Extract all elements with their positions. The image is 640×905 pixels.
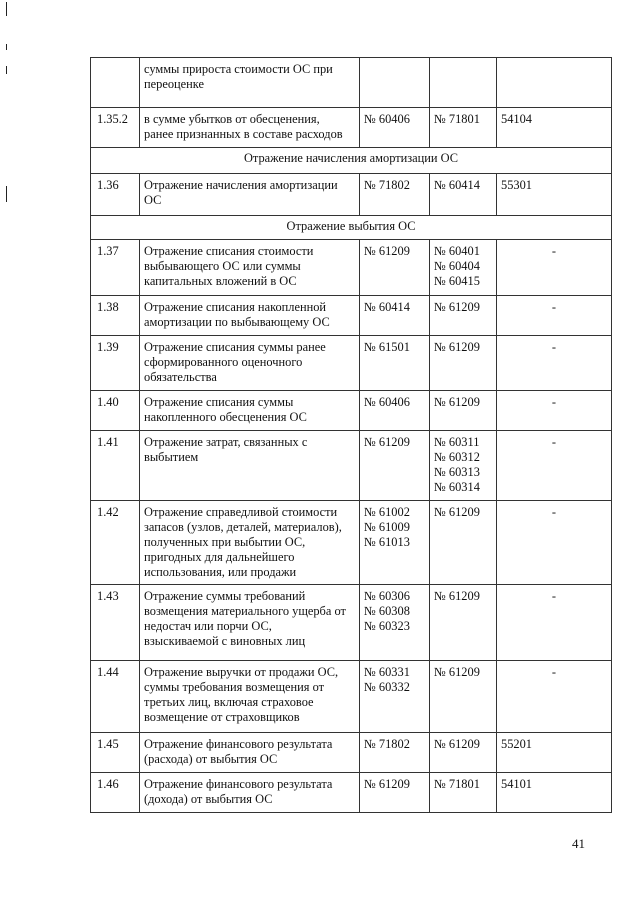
operation-description-line: использования, или продажи [144,565,297,579]
credit-account-line: № 61209 [434,589,480,603]
operation-description [140,733,360,773]
debit-account-line: № 60406 [364,112,410,126]
item-number: 1.41 [91,431,140,501]
debit-account [360,174,430,216]
debit-account [360,240,430,296]
operation-description [140,58,360,108]
operation-description [140,585,360,661]
credit-account-line: № 61209 [434,665,480,679]
table-row [91,108,612,148]
operation-description [140,296,360,336]
operation-description-line: третьих лиц, включая страховое [144,695,314,709]
table-row [91,585,612,661]
credit-account-line: № 60314 [434,480,480,494]
debit-account [360,773,430,813]
debit-account [360,585,430,661]
item-number: 1.45 [91,733,140,773]
credit-account [430,733,497,773]
credit-account [430,336,497,391]
credit-account [430,296,497,336]
operation-description-line: Отражение затрат, связанных с [144,435,308,449]
credit-account [430,391,497,431]
credit-account-line: № 60312 [434,450,480,464]
operation-description-line: выбытием [144,450,199,464]
debit-account-line: № 61009 [364,520,410,534]
symbol-code [497,58,612,108]
operation-description-line: переоценке [144,77,204,91]
operation-description-line: Отражение списания суммы [144,395,294,409]
operation-description [140,240,360,296]
item-number: 1.40 [91,391,140,431]
item-number: 1.44 [91,661,140,733]
credit-account-line: № 61209 [434,505,480,519]
operation-description-line: выбывающего ОС или суммы [144,259,301,273]
symbol-code [497,240,612,296]
credit-account-line: № 71801 [434,777,480,791]
symbol-code [497,661,612,733]
debit-account-line: № 61209 [364,777,410,791]
operation-description-line: накопленного обесценения ОС [144,410,307,424]
debit-account-line: № 60331 [364,665,410,679]
debit-account-line: № 61209 [364,244,410,258]
item-number [91,58,140,108]
item-number: 1.42 [91,501,140,585]
symbol-code [497,296,612,336]
operation-description-line: Отражение начисления амортизации [144,178,338,192]
table-row [91,58,612,108]
margin-mark [6,2,7,16]
debit-account-line: № 60308 [364,604,410,618]
symbol-code [497,391,612,431]
credit-account [430,773,497,813]
table-row [91,661,612,733]
symbol-code: 54101 [497,773,612,813]
debit-account-line: № 71802 [364,737,410,751]
operation-description-line: Отражение списания накопленной [144,300,327,314]
operation-description [140,336,360,391]
margin-mark [6,186,7,202]
credit-account-line: № 60311 [434,435,480,449]
symbol-code-dash: - [551,300,556,314]
symbol-code: 55301 [497,174,612,216]
section-title: Отражение начисления амортизации ОС [91,148,612,174]
operation-description-line: Отражение списания суммы ранее [144,340,326,354]
item-number: 1.43 [91,585,140,661]
operation-description-line: капитальных вложений в ОС [144,274,297,288]
debit-account [360,58,430,108]
operation-description-line: обязательства [144,370,217,384]
item-number: 1.46 [91,773,140,813]
symbol-code: 54104 [497,108,612,148]
symbol-code-dash: - [551,244,556,258]
operation-description-line: в сумме убытков от обесценения, [144,112,320,126]
debit-account [360,661,430,733]
symbol-code: 55201 [497,733,612,773]
credit-account-line: № 60404 [434,259,480,273]
credit-account-line: № 60414 [434,178,480,192]
table-row [91,391,612,431]
operation-description [140,431,360,501]
operation-description-line: суммы прироста стоимости ОС при [144,62,333,76]
margin-mark [6,44,7,50]
operation-description-line: ОС [144,193,162,207]
credit-account-line: № 60401 [434,244,480,258]
item-number: 1.38 [91,296,140,336]
credit-account [430,661,497,733]
operation-description-line: возмещение от страховщиков [144,710,300,724]
operation-description-line: сформированного оценочного [144,355,303,369]
operation-description-line: суммы требования возмещения от [144,680,325,694]
postings-table [90,57,612,813]
operation-description-line: Отражение финансового результата [144,777,333,791]
symbol-code-dash: - [551,435,556,449]
debit-account-line: № 61002 [364,505,410,519]
debit-account-line: № 71802 [364,178,410,192]
section-title: Отражение выбытия ОС [91,216,612,240]
credit-account-line: № 71801 [434,112,480,126]
table-body [91,58,612,813]
credit-account-line: № 61209 [434,737,480,751]
credit-account [430,501,497,585]
operation-description-line: (дохода) от выбытия ОС [144,792,273,806]
symbol-code-dash: - [551,340,556,354]
debit-account [360,501,430,585]
table-row [91,296,612,336]
table-row [91,431,612,501]
symbol-code [497,585,612,661]
debit-account-line: № 61013 [364,535,410,549]
margin-mark [6,66,7,74]
item-number: 1.35.2 [91,108,140,148]
credit-account-line: № 61209 [434,300,480,314]
symbol-code-dash: - [551,589,556,603]
operation-description-line: амортизации по выбывающему ОС [144,315,330,329]
operation-description-line: (расхода) от выбытия ОС [144,752,278,766]
credit-account [430,108,497,148]
credit-account [430,58,497,108]
operation-description-line: Отражение суммы требований [144,589,306,603]
symbol-code-dash: - [551,505,556,519]
credit-account [430,174,497,216]
operation-description-line: взыскиваемой с виновных лиц [144,634,306,648]
debit-account [360,391,430,431]
table-row [91,501,612,585]
symbol-code-dash: - [551,395,556,409]
debit-account-line: № 61209 [364,435,410,449]
operation-description [140,501,360,585]
debit-account-line: № 60306 [364,589,410,603]
section-header-row [91,148,612,174]
debit-account-line: № 60414 [364,300,410,314]
credit-account-line: № 60313 [434,465,480,479]
debit-account [360,296,430,336]
operation-description-line: полученных при выбытии ОС, [144,535,306,549]
section-header-row [91,216,612,240]
operation-description [140,174,360,216]
operation-description-line: пригодных для дальнейшего [144,550,295,564]
operation-description-line: запасов (узлов, деталей, материалов), [144,520,342,534]
item-number: 1.36 [91,174,140,216]
debit-account [360,431,430,501]
operation-description-line: Отражение справедливой стоимости [144,505,338,519]
table-row [91,336,612,391]
credit-account-line: № 61209 [434,395,480,409]
credit-account [430,240,497,296]
operation-description-line: ранее признанных в составе расходов [144,127,343,141]
credit-account [430,431,497,501]
debit-account [360,108,430,148]
debit-account-line: № 60332 [364,680,410,694]
credit-account [430,585,497,661]
operation-description-line: Отражение выручки от продажи ОС, [144,665,339,679]
operation-description [140,391,360,431]
debit-account [360,336,430,391]
operation-description [140,108,360,148]
debit-account [360,733,430,773]
operation-description-line: недостач или порчи ОС, [144,619,272,633]
operation-description [140,661,360,733]
page-number: 41 [572,836,585,851]
debit-account-line: № 60406 [364,395,410,409]
debit-account-line: № 61501 [364,340,410,354]
credit-account-line: № 60415 [434,274,480,288]
credit-account-line: № 61209 [434,340,480,354]
symbol-code-dash: - [551,665,556,679]
operation-description-line: Отражение списания стоимости [144,244,314,258]
table-row [91,773,612,813]
operation-description-line: Отражение финансового результата [144,737,333,751]
item-number: 1.39 [91,336,140,391]
table-row [91,174,612,216]
item-number: 1.37 [91,240,140,296]
symbol-code [497,501,612,585]
operation-description [140,773,360,813]
table-row [91,240,612,296]
debit-account-line: № 60323 [364,619,410,633]
operation-description-line: возмещения материального ущерба от [144,604,346,618]
symbol-code [497,336,612,391]
symbol-code [497,431,612,501]
table-row [91,733,612,773]
